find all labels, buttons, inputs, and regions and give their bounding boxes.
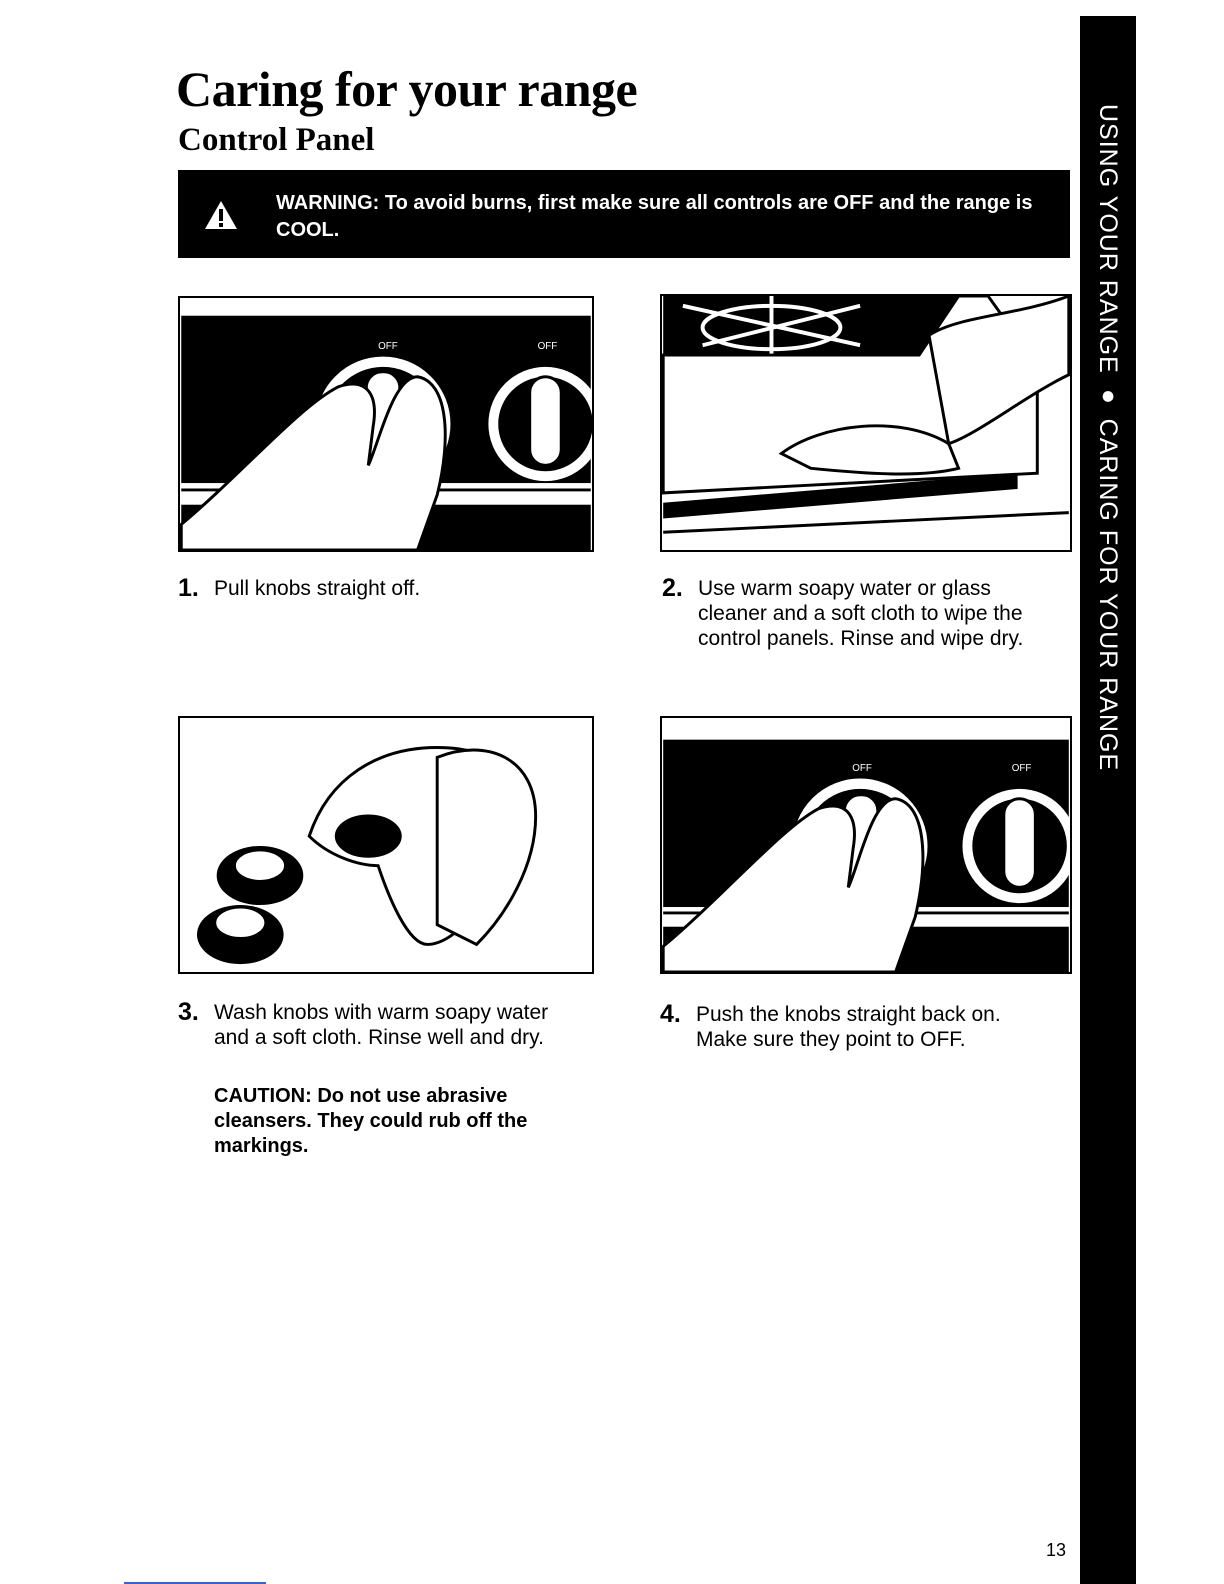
step-text: Push the knobs straight back on. Make sure they point to OFF.: [696, 1003, 1001, 1051]
rear-label: rear: [1013, 915, 1035, 930]
rear-label: rear: [535, 491, 557, 506]
section-sidebar-tab: [1080, 16, 1136, 1584]
caution-note: CAUTION: Do not use abrasive cleansers. They could rub off the markings.: [214, 1085, 528, 1157]
figure-wipe-panel: [660, 294, 1072, 552]
off-label: OFF: [852, 763, 872, 775]
sidebar-label: USING YOUR RANGE ● CARING FOR YOUR RANGE: [1094, 104, 1122, 772]
step-text: Pull knobs straight off.: [214, 577, 421, 600]
warning-banner: [178, 170, 1070, 258]
off-label: OFF: [537, 341, 558, 353]
page-title: Caring for your range: [176, 61, 638, 117]
warning-triangle-icon: [204, 200, 238, 230]
figure-wash-knobs: [178, 716, 594, 974]
figure-pull-knob: [178, 296, 594, 552]
step-text: Use warm soapy water or glass cleaner and a soft cloth to wipe the control panels. Rinse and wipe dry.: [698, 577, 1024, 650]
step-number: 4.: [660, 1000, 681, 1028]
warning-text: WARNING: To avoid burns, first make sure all controls are OFF and the range is COOL.: [276, 192, 1033, 241]
section-title: Control Panel: [178, 122, 375, 158]
page-number: 13: [1046, 1540, 1067, 1560]
step-text: Wash knobs with warm soapy water and a soft cloth. Rinse well and dry.: [214, 1001, 549, 1049]
off-label: OFF: [1011, 763, 1032, 775]
step-number: 2.: [662, 574, 683, 602]
step-number: 3.: [178, 998, 199, 1026]
off-label: OFF: [378, 341, 398, 353]
figure-push-knob: [660, 716, 1072, 974]
step-number: 1.: [178, 574, 199, 602]
